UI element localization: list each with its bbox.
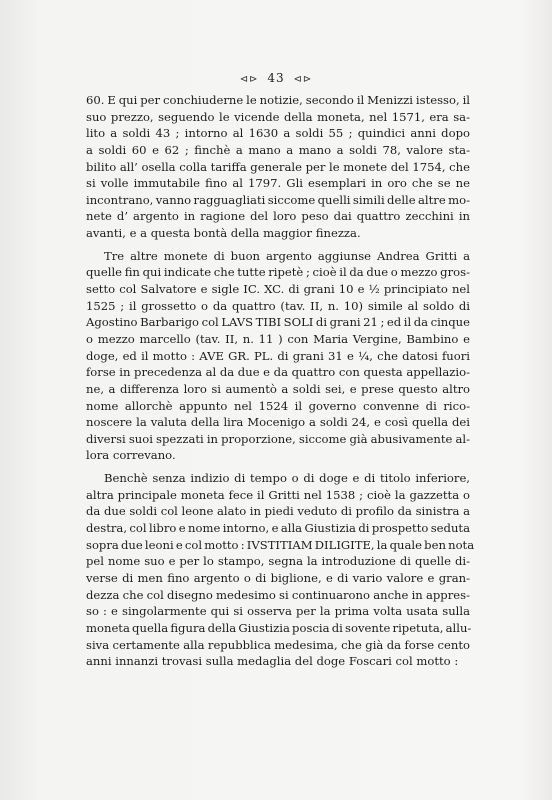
text-line: altra principale moneta fece il Gritti nel 1538 ; cioè la gazzetta o <box>86 487 470 502</box>
text-line: da due soldi col leone alato in piedi veduto di profilo da sinistra a <box>86 504 470 519</box>
text-line: forse in precedenza al da due e da quattro con questa appellazio- <box>86 365 470 380</box>
right-ornament-icon: ⊲⊳ <box>293 74 313 85</box>
text-line: dezza che col disegno medesimo si continuarono anche in appres- <box>86 587 470 602</box>
text-line: nome allorchè appunto nel 1524 il governo convenne di rico- <box>86 398 470 413</box>
text-line: lora correvano. <box>86 448 176 463</box>
text-line: sopra due leoni e col motto : IVSTITIAM DILIGITE, la quale ben nota <box>86 537 475 552</box>
text-line: ne, a differenza loro si aumentò a soldi sei, e prese questo altro <box>86 381 470 396</box>
text-line: incontrano, vanno ragguagliati siccome quelli simili delle altre mo- <box>86 192 470 207</box>
text-line: suo prezzo, seguendo le vicende della moneta, nel 1571, era sa- <box>86 109 470 124</box>
text-line: siva certamente alla repubblica medesima, che già da forse cento <box>86 637 470 652</box>
text-line: diversi suoi spezzati in proporzione, siccome già abusivamente al- <box>86 431 470 446</box>
text-line: so : e singolarmente qui si osserva per la prima volta usata sulla <box>86 604 470 619</box>
text-line: moneta quella figura della Giustizia poscia di sovente ripetuta, allu- <box>86 620 472 635</box>
text-line: si volle immutabile fino al 1797. Gli esemplari in oro che se ne <box>86 176 470 191</box>
page-header <box>0 71 552 85</box>
text-line: doge, ed il motto : AVE GR. PL. di grani 31 e ¼, che datosi fuori <box>86 348 470 363</box>
left-ornament-icon: ⊲⊳ <box>239 74 259 85</box>
text-line: destra, col libro e nome intorno, e alla Giustizia di prospetto seduta <box>86 521 470 536</box>
text-line: pel nome suo e per lo stampo, segna la introduzione di quelle di- <box>86 554 470 569</box>
text-line: nete d’ argento in ragione del loro peso dai quattro zecchini in <box>86 209 470 224</box>
text-line: quelle fin qui indicate che tutte ripetè ; cioè il da due o mezzo gros- <box>86 265 470 280</box>
text-line: verse di men fino argento o di biglione, e di vario valore e gran- <box>86 570 470 585</box>
text-line: o mezzo marcello (tav. II, n. 11 ) con Maria Vergine, Bambino e <box>86 331 470 346</box>
text-line: anni innanzi trovasi sulla medaglia del doge Foscari col motto : <box>86 654 459 669</box>
text-line: lito a soldi 43 ; intorno al 1630 a soldi 55 ; quindici anni dopo <box>86 126 470 141</box>
page-number: 43 <box>267 71 285 85</box>
text-line: bilito all’ osella colla tariffa generale per le monete del 1754, che <box>86 159 470 174</box>
text-line: setto col Salvatore e sigle IC. XC. di grani 10 e ½ principiato nel <box>86 282 470 297</box>
text-line: Tre altre monete di buon argento aggiunse Andrea Gritti a <box>104 248 470 263</box>
body-text <box>86 92 475 670</box>
text-line: Agostino Barbarigo col LAVS TIBI SOLI di grani 21 ; ed il da cinque <box>86 315 470 330</box>
text-line: 1525 ; il grossetto o da quattro (tav. II, n. 10) simile al soldo di <box>86 298 470 313</box>
text-line: noscere la valuta della lira Mocenigo a soldi 24, e così quella dei <box>86 415 470 430</box>
text-line: a soldi 60 e 62 ; finchè a mano a mano a soldi 78, valore sta- <box>86 142 470 157</box>
text-line: avanti, e a questa bontà della maggior finezza. <box>86 226 361 241</box>
text-line: 60. E qui per conchiuderne le notizie, secondo il Menizzi istesso, il <box>86 93 470 107</box>
text-line: Benchè senza indizio di tempo o di doge e di titolo inferiore, <box>104 471 470 486</box>
